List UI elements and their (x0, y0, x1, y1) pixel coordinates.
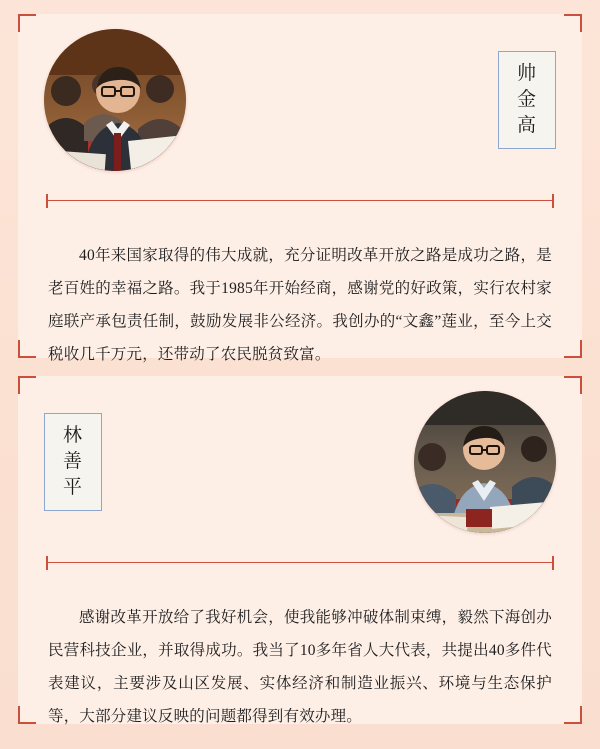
speaker-photo-2 (414, 391, 556, 533)
name-char: 善 (62, 451, 83, 472)
corner-bracket-bottom-left (18, 340, 36, 358)
corner-bracket-bottom-left (18, 706, 36, 724)
corner-bracket-top-left (18, 14, 36, 32)
corner-bracket-top-right (564, 14, 582, 32)
corner-bracket-top-right (564, 376, 582, 394)
divider-tick-right (552, 556, 554, 570)
speaker-name-box-2 (44, 413, 102, 511)
corner-bracket-top-left (18, 376, 36, 394)
entry-card-2 (18, 376, 582, 724)
entry-header-2 (18, 376, 582, 548)
corner-bracket-bottom-right (564, 340, 582, 358)
entry-header-1 (18, 14, 582, 186)
divider-tick-left (46, 556, 48, 570)
section-divider-1 (46, 200, 554, 201)
name-char: 林 (62, 425, 83, 446)
entry-body-text-1: 40年来国家取得的伟大成就，充分证明改革开放之路是成功之路，是老百姓的幸福之路。我于1985年开始经商，感谢党的好政策，实行农村家庭联产承包责任制，鼓励发展非公经济。我创办的“文鑫”莲业，至今上交税收几千万元，还带动了农民脱贫致富。 (48, 246, 552, 363)
divider-wrap-2 (46, 562, 554, 563)
divider-tick-right (552, 194, 554, 208)
speaker-photo-1 (44, 29, 186, 171)
section-divider-2 (46, 562, 554, 563)
divider-tick-left (46, 194, 48, 208)
name-char: 高 (516, 115, 537, 136)
speaker-name-box-1 (498, 51, 556, 149)
name-char: 平 (62, 477, 83, 498)
entry-body-text-2: 感谢改革开放给了我好机会，使我能够冲破体制束缚，毅然下海创办民营科技企业，并取得成功。我当了10多年省人大代表，共提出40多件代表建议，主要涉及山区发展、实体经济和制造业振兴、环境与生态保护等，大部分建议反映的问题都得到有效办理。 (48, 608, 552, 725)
entry-card-1 (18, 14, 582, 363)
name-char: 金 (516, 89, 537, 110)
divider-wrap-1 (46, 200, 554, 201)
corner-bracket-bottom-right (564, 706, 582, 724)
name-char: 帅 (516, 63, 537, 84)
